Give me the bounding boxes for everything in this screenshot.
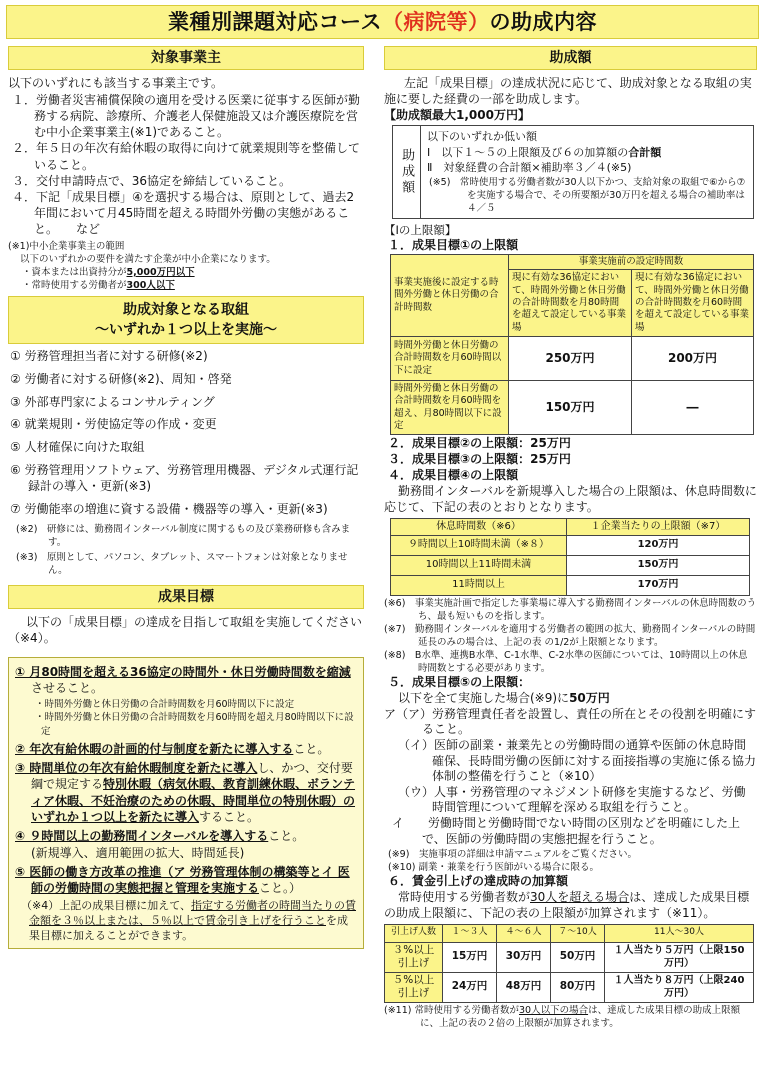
measures-heading-line1: 助成対象となる取組 <box>123 301 249 318</box>
employer-item: ４．下記「成果目標」④を選択する場合は、原則として、過去2年間において月45時間を超える時間外労働の実態があること。 など <box>12 189 355 237</box>
limit-5-item: （ウ）人事・労務管理のマネジメント研修を実施するなど、労働時間管理について理解を深める取組を行うこと。 <box>398 784 746 815</box>
t1-cell: ― <box>632 381 754 435</box>
goals-box <box>8 657 364 950</box>
t3-cell: １人当たり８万円（上限240万円） <box>605 972 754 1002</box>
t1-col2: 現に有効な36協定において、時間外労働と休日労働の合計時間数を月60時間を超えて設定している事業場 <box>632 270 754 337</box>
goals-intro: 以下の「成果目標」の達成を目指して取組を実施してください（※4）。 <box>8 615 363 645</box>
sme-note-body: 以下のいずれかの要件を満たす企業が中小企業になります。 <box>20 253 276 265</box>
limit-5-heading: ５．成果目標⑤の上限額： <box>388 675 531 690</box>
t3-head: 11人～30人 <box>605 924 754 942</box>
t2-head: 休息時間数（※6） <box>391 518 567 535</box>
grant-box-line: Ⅰ 以下１～５の上限額及び６の加算額の合計額 <box>427 145 662 159</box>
t2-row-label: ９時間以上10時間未満（※８） <box>391 535 567 555</box>
t1-head-top: 事業実施前の設定時間数 <box>509 254 754 269</box>
measure-item: ⑥ 労務管理用ソフトウェア、労務管理用機器、デジタル式運行記録計の導入・更新(※3) <box>10 463 359 493</box>
measure-item: ③ 外部専門家によるコンサルティング <box>10 394 215 409</box>
measure-item: ② 労働者に対する研修(※2)、周知・啓発 <box>10 371 232 386</box>
title-main: 業種別課題対応コース <box>168 10 382 34</box>
t2-row-label: 11時間以上 <box>391 575 567 595</box>
goal-3: ③ 時間単位の年次有給休暇制度を新たに導入し、かつ、交付要綱で規定する特別休暇（病気休暇、教育訓練休暇、ボランティア休暇、不妊治療のための休暇、時間単位の特別休暇）のいずれか１つ以上を新たに導入すること。 <box>15 760 356 824</box>
t1-col1: 現に有効な36協定において、時間外労働と休日労働の合計時間数を月80時間を超えて設定している事業場 <box>509 270 632 337</box>
limit-5-item: （イ）医師の副業・兼業先との労働時間の通算や医師の休息時間確保、長時間労働の医師に対する面接指導の実施に係る協力体制の整備を行うこと（※10） <box>398 738 757 784</box>
limit-6-text: 常時使用する労働者数が30人を超える場合は、達成した成果目標の助成上限額に、下記の表の上限額が加算されます（※11）。 <box>384 890 750 921</box>
sme-workers: ・常時使用する労働者が300人以下 <box>22 279 175 291</box>
note-6: (※6) 事業実施計画で指定した事業場に導入する勤務間インターバルの休息時間数のうち、最も短いものを指します。 <box>384 597 757 622</box>
note-2: (※2) 研修には、勤務間インターバル制度に関するもの及び業務研修も含みます。 <box>16 523 351 548</box>
grant-box-line: 以下のいずれか低い額 <box>427 130 537 144</box>
grant-box-label: 助成額 <box>393 126 421 218</box>
limit-5-text: 以下を全て実施した場合(※9)に50万円 <box>398 691 610 706</box>
t2-head: １企業当たりの上限額（※7） <box>567 518 750 535</box>
t3-cell: 50万円 <box>551 942 605 972</box>
left-column <box>8 46 364 949</box>
sme-capital: ・資本または出資持分が5,000万円以下 <box>22 266 195 278</box>
limit-6-heading: ６．賃金引上げの達成時の加算額 <box>388 874 569 889</box>
employer-list <box>8 92 364 238</box>
goal-2: ② 年次有給休暇の計画的付与制度を新たに導入すること。 <box>15 741 330 756</box>
grant-box-body <box>421 126 753 218</box>
goal-1-sub: ・時間外労働と休日労働の合計時間数を月60時間を超え月80時間以下に設定 <box>35 712 354 737</box>
employer-item: ２．年５日の年次有給休暇の取得に向けて就業規則等を整備していること。 <box>12 141 361 172</box>
limit-5-items <box>384 707 757 847</box>
interval-notes <box>384 597 757 676</box>
t3-cell: 30万円 <box>497 942 551 972</box>
note-3: (※3) 原則として、パソコン、タブレット、スマートフォンは対象となりません。 <box>16 551 348 576</box>
grant-heading: 助成額 <box>384 46 757 70</box>
title-highlight: （病院等） <box>381 10 490 34</box>
measures-heading <box>8 296 364 344</box>
goal-4: ④ ９時間以上の勤務間インターバルを導入すること。 <box>15 829 305 844</box>
t3-row-label: ３%以上引上げ <box>385 942 443 972</box>
measure-item: ① 労務管理担当者に対する研修(※2) <box>10 348 208 363</box>
note-5: (※5) 常時使用する労働者数が30人以下かつ、支給対象の取組で⑥から⑦を実施する場合で、その所要額が30万円を超える場合の補助率は４／５ <box>429 176 746 214</box>
limit-5-item: イ 労働時間と労働時間でない時間の区別などを明確にした上で、医師の労働時間の実態把握を行うこと。 <box>392 816 741 846</box>
t2-cell: 150万円 <box>567 555 750 575</box>
grant-box <box>392 125 754 219</box>
limit-5-item: ア（ア）労務管理責任者を設置し、責任の所在とその役割を明確にすること。 <box>384 706 757 737</box>
note-4: （※4）上記の成果目標に加えて、指定する労働者の時間当たりの賃金額を３％以上または、５％以上で賃金引き上げを行うことを成果目標に加えることができます。 <box>21 899 356 943</box>
t3-cell: １人当たり５万円（上限150万円） <box>605 942 754 972</box>
t1-row-label: 時間外労働と休日労働の合計時間数を月60時間以下に設定 <box>391 337 509 381</box>
sme-note <box>8 240 364 292</box>
goal-1-sub: ・時間外労働と休日労働の合計時間数を月60時間以下に設定 <box>35 699 295 711</box>
limits-heading: 【Ⅰの上限額】 <box>384 222 457 237</box>
grant-intro: 左記「成果目標」の達成状況に応じて、助成対象となる取組の実施に要した経費の一部を助成します。 <box>384 76 752 106</box>
limit-2: ２．成果目標②の上限額：25万円 <box>388 436 571 451</box>
limit-1-table <box>390 254 754 435</box>
employer-heading: 対象事業主 <box>8 46 364 70</box>
page-title <box>6 5 759 39</box>
t3-head: ７～10人 <box>551 924 605 942</box>
t3-head: １～３人 <box>443 924 497 942</box>
t2-cell: 170万円 <box>567 575 750 595</box>
employer-item: ３．交付申請時点で、36協定を締結していること。 <box>12 173 292 188</box>
t1-cell: 250万円 <box>509 337 632 381</box>
title-suffix: の助成内容 <box>489 10 597 34</box>
note-11: (※11) 常時使用する労働者数が30人以下の場合は、達成した成果目標の助成上限額に、上記の表の２倍の上限額が加算されます。 <box>384 1004 741 1030</box>
employer-intro: 以下のいずれにも該当する事業主です。 <box>8 76 224 90</box>
measure-item: ④ 就業規則・労使協定等の作成・変更 <box>10 417 217 432</box>
t3-cell: 24万円 <box>443 972 497 1002</box>
limit-4-text: 勤務間インターバルを新規導入した場合の上限額は、休息時間数に応じて、下記の表のとおりとなります。 <box>384 483 757 514</box>
t1-cell: 150万円 <box>509 381 632 435</box>
t3-cell: 48万円 <box>497 972 551 1002</box>
t1-head-left: 事業実施後に設定する時間外労働と休日労働の合計時間数 <box>391 254 509 336</box>
limit-4-heading: ４．成果目標④の上限額 <box>388 468 519 483</box>
limit-1-heading: １．成果目標①の上限額 <box>388 238 519 253</box>
grant-max: 【助成額最大1,000万円】 <box>384 107 530 122</box>
wage-table <box>384 924 754 1003</box>
t1-cell: 200万円 <box>632 337 754 381</box>
grant-box-line: Ⅱ 対象経費の合計額×補助率３／４(※5) <box>427 161 632 175</box>
t3-cell: 80万円 <box>551 972 605 1002</box>
t1-row-label: 時間外労働と休日労働の合計時間数を月60時間を超え、月80時間以下に設定 <box>391 381 509 435</box>
t3-cell: 15万円 <box>443 942 497 972</box>
goals-heading: 成果目標 <box>8 585 364 609</box>
note-10: (※10) 副業・兼業を行う医師がいる場合に限る。 <box>388 862 599 874</box>
measures-list <box>8 349 364 518</box>
measure-item: ⑦ 労働能率の増進に資する設備・機器等の導入・更新(※3) <box>10 501 328 516</box>
t2-cell: 120万円 <box>567 535 750 555</box>
goal-1: ① 月80時間を超える36協定の時間外・休日労働時間数を縮減させること。 <box>15 664 351 695</box>
goal-5: ⑤ 医師の働き方改革の推進（ア 労務管理体制の構築等とイ 医師の労働時間の実態把握と管理を実施すること。） <box>15 864 350 896</box>
measure-item: ⑤ 人材確保に向けた取組 <box>10 440 145 455</box>
note-8: (※8) B水準、連携B水準、C-1水準、C-2水準の医師については、10時間以上の休息時間数とする必要があります。 <box>384 650 748 675</box>
t3-head: 引上げ人数 <box>385 924 443 942</box>
right-column <box>384 46 757 1030</box>
measures-heading-line2: ～いずれか１つ以上を実施～ <box>95 321 277 338</box>
interval-table <box>390 518 750 596</box>
employer-item: １．労働者災害補償保険の適用を受ける医業に従事する医師が勤務する病院、診療所、介護老人保健施設又は介護医療院を営む中小企業事業主(※1)であること。 <box>12 92 361 140</box>
t3-head: ４～６人 <box>497 924 551 942</box>
note-9: (※9) 実施事項の詳細は申請マニュアルをご覧ください。 <box>388 849 638 861</box>
t3-row-label: ５%以上引上げ <box>385 972 443 1002</box>
t2-row-label: 10時間以上11時間未満 <box>391 555 567 575</box>
limit-3: ３．成果目標③の上限額：25万円 <box>388 452 571 467</box>
note-7: (※7) 勤務間インターバルを適用する労働者の範囲の拡大、勤務間インターバルの時間延長のみの場合は、上記の表 の1/2が上限額となります。 <box>384 623 756 648</box>
goal-4-sub: (新規導入、適用範囲の拡大、時間延長) <box>31 845 245 860</box>
sme-note-head: (※1)中小企業事業主の範囲 <box>8 240 125 252</box>
